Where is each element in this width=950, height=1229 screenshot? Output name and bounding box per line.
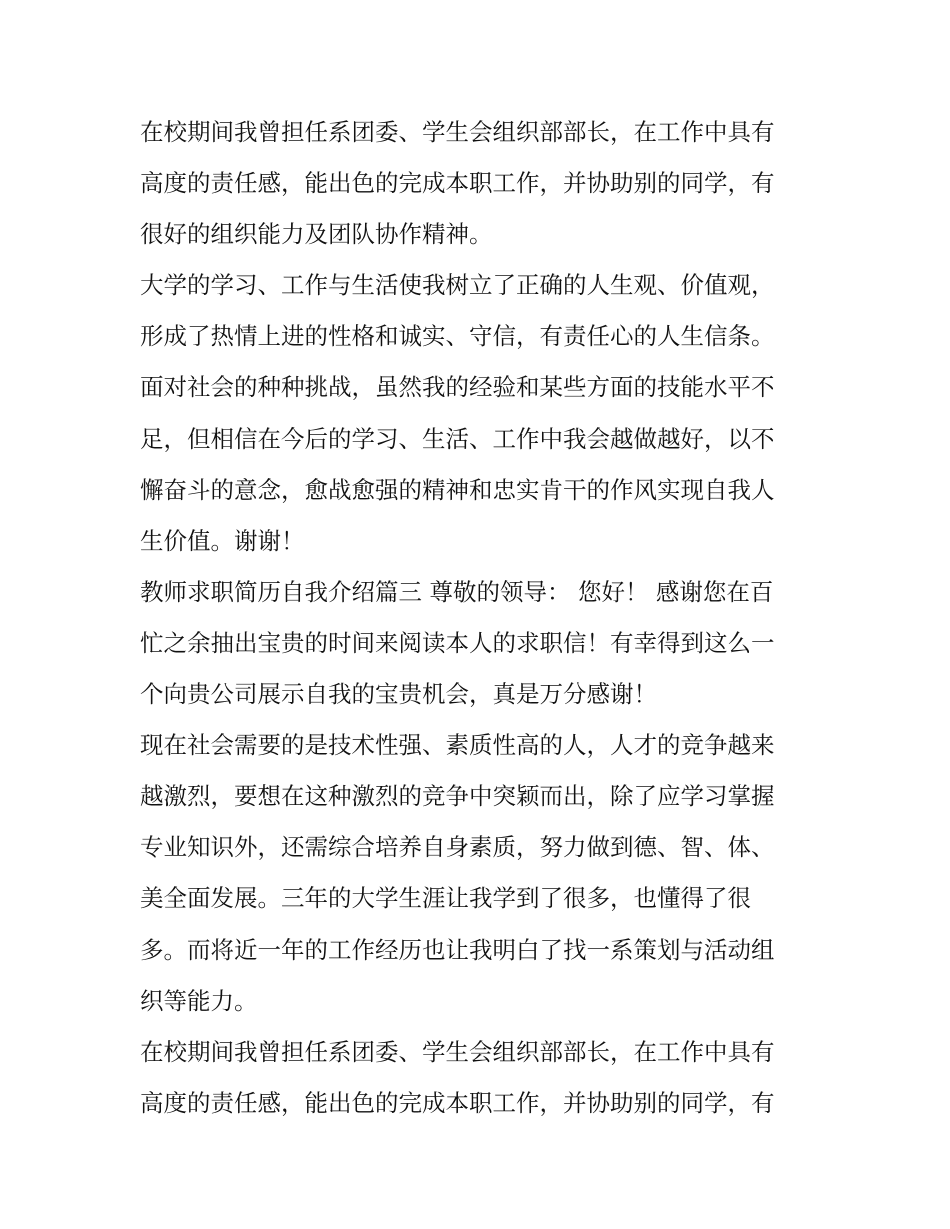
text-line: 忙之余抽出宝贵的时间来阅读本人的求职信！有幸得到这么一 bbox=[140, 628, 775, 657]
text-line: 面对社会的种种挑战，虽然我的经验和某些方面的技能水平不 bbox=[140, 373, 775, 402]
text-line: 在校期间我曾担任系团委、学生会组织部部长，在工作中具有 bbox=[140, 118, 775, 146]
text-line: 在校期间我曾担任系团委、学生会组织部部长，在工作中具有 bbox=[140, 1037, 775, 1066]
text-line: 教师求职简历自我介绍篇三 尊敬的领导： 您好！ 感谢您在百 bbox=[140, 577, 774, 606]
text-line: 现在社会需要的是技术性强、素质性高的人，人才的竞争越来 bbox=[140, 731, 775, 760]
text-line: 形成了热情上进的性格和诚实、守信，有责任心的人生信条。 bbox=[140, 322, 775, 351]
text-line: 越激烈，要想在这种激烈的竞争中突颖而出，除了应学习掌握 bbox=[140, 782, 775, 811]
text-line: 高度的责任感，能出色的完成本职工作，并协助别的同学，有 bbox=[140, 1088, 775, 1117]
text-line: 专业知识外，还需综合培养自身素质，努力做到德、智、体、 bbox=[140, 833, 775, 862]
text-line: 织等能力。 bbox=[140, 986, 258, 1015]
text-line: 美全面发展。三年的大学生涯让我学到了很多，也懂得了很 bbox=[140, 884, 751, 913]
text-line: 个向贵公司展示自我的宝贵机会，真是万分感谢！ bbox=[140, 680, 657, 709]
text-line: 很好的组织能力及团队协作精神。 bbox=[140, 220, 493, 249]
text-line: 大学的学习、工作与生活使我树立了正确的人生观、价值观， bbox=[140, 271, 775, 300]
text-line: 足，但相信在今后的学习、生活、工作中我会越做越好，以不 bbox=[140, 424, 775, 453]
text-line: 生价值。谢谢！ bbox=[140, 526, 305, 555]
text-line: 懈奋斗的意念，愈战愈强的精神和忠实肯干的作风实现自我人 bbox=[140, 475, 775, 504]
text-line: 高度的责任感，能出色的完成本职工作，并协助别的同学，有 bbox=[140, 169, 775, 198]
text-line: 多。而将近一年的工作经历也让我明白了找一系策划与活动组 bbox=[140, 935, 775, 964]
document-body-text bbox=[140, 107, 830, 1129]
